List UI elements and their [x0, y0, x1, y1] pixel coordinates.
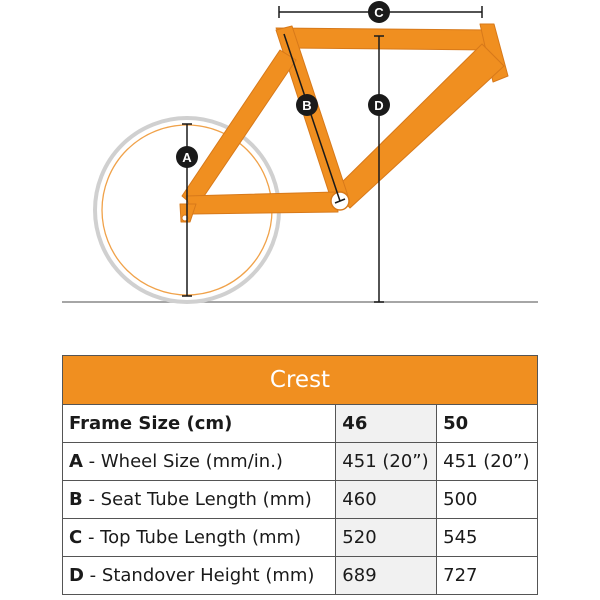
table-row [63, 443, 538, 481]
row-value-50: 545 [437, 519, 538, 557]
header-size-50: 50 [437, 405, 538, 443]
row-key: B [69, 489, 83, 510]
row-value-50: 727 [437, 557, 538, 595]
header-frame-size: Frame Size (cm) [63, 405, 336, 443]
row-label [63, 519, 336, 557]
table-row [63, 519, 538, 557]
marker-a-label: A [182, 150, 192, 165]
row-value-46: 451 (20”) [336, 443, 437, 481]
table-title-row [63, 356, 538, 405]
row-key: D [69, 565, 84, 586]
row-value-50: 500 [437, 481, 538, 519]
row-label [63, 443, 336, 481]
table-header-row [63, 405, 538, 443]
row-value-50: 451 (20”) [437, 443, 538, 481]
row-key: A [69, 451, 83, 472]
marker-c [368, 1, 390, 23]
row-value-46: 520 [336, 519, 437, 557]
dimension-line-b [284, 34, 340, 201]
row-text: - Top Tube Length (mm) [82, 527, 302, 548]
row-value-46: 689 [336, 557, 437, 595]
header-size-46: 46 [336, 405, 437, 443]
row-text: - Seat Tube Length (mm) [82, 489, 312, 510]
table-title: Crest [63, 356, 538, 405]
row-text: - Standover Height (mm) [83, 565, 315, 586]
marker-a [176, 146, 198, 168]
row-label [63, 557, 336, 595]
row-label [63, 481, 336, 519]
table-row [63, 557, 538, 595]
row-text: - Wheel Size (mm/in.) [82, 451, 283, 472]
row-value-46: 460 [336, 481, 437, 519]
marker-d-label: D [374, 98, 384, 113]
marker-d [368, 94, 390, 116]
marker-b [296, 94, 318, 116]
marker-c-label: C [374, 5, 384, 20]
table-row [63, 481, 538, 519]
geometry-table [62, 355, 538, 595]
row-key: C [69, 527, 83, 548]
marker-b-label: B [302, 98, 312, 113]
